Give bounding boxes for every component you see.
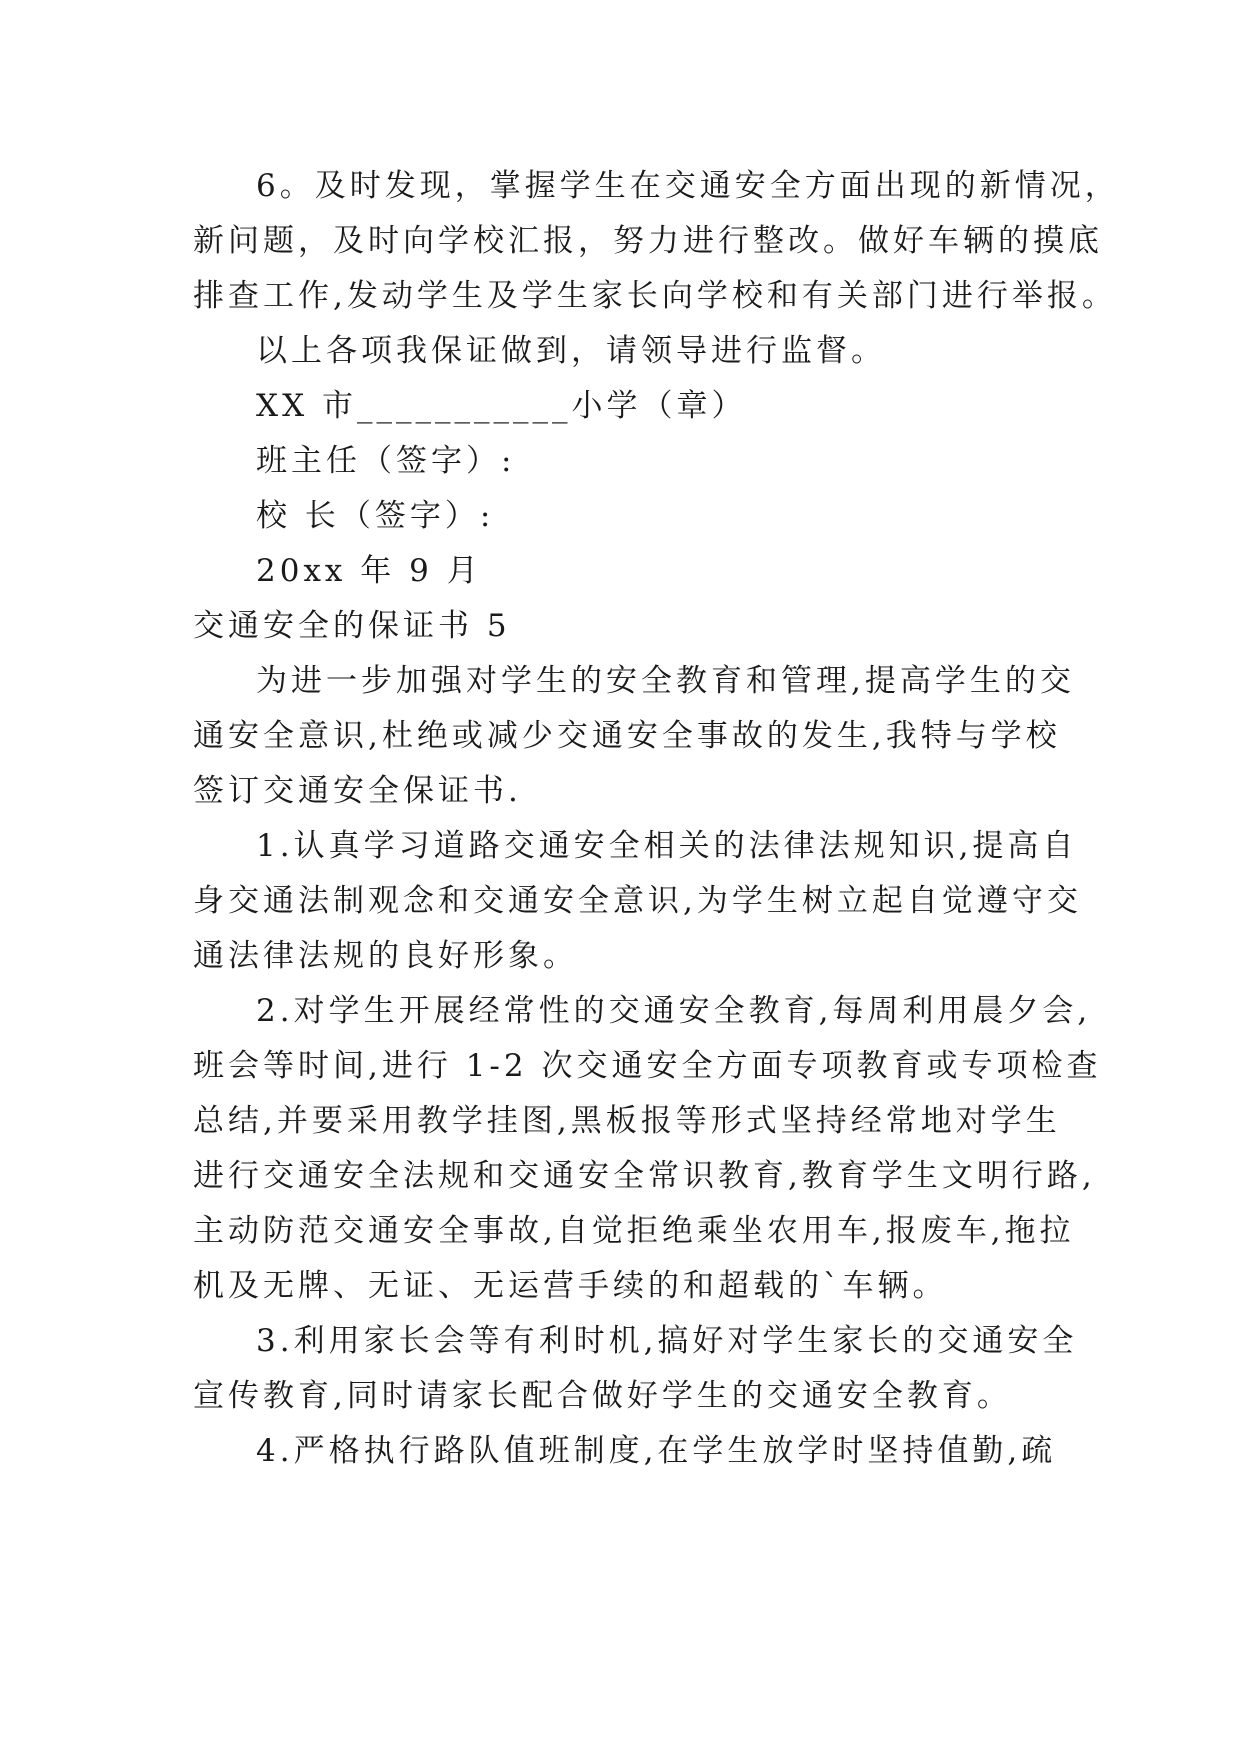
paragraph-line: 为进一步加强对学生的安全教育和管理,提高学生的交 [256,663,1075,699]
teacher-signature-line: 班主任（签字）: [256,443,516,479]
paragraph-line: 4.严格执行路队值班制度,在学生放学时坚持值勤,疏 [256,1433,1057,1469]
paragraph-line: 机及无牌、无证、无运营手续的和超载的`车辆。 [193,1268,948,1304]
paragraph-line: 1.认真学习道路交通安全相关的法律法规知识,提高自 [256,828,1078,864]
paragraph-line: 新问题，及时向学校汇报，努力进行整改。做好车辆的摸底 [193,223,1103,259]
paragraph-line: 以上各项我保证做到，请领导进行监督。 [256,333,886,369]
paragraph-line: 身交通法制观念和交通安全意识,为学生树立起自觉遵守交 [193,883,1082,919]
paragraph-line: 通法律法规的良好形象。 [193,938,578,974]
paragraph-line: 2.对学生开展经常性的交通安全教育,每周利用晨夕会, [256,993,1092,1029]
paragraph-line: 总结,并要采用教学挂图,黑板报等形式坚持经常地对学生 [193,1103,1061,1139]
principal-signature-line: 校 长（签字）: [256,498,495,534]
section-heading: 交通安全的保证书 5 [193,608,511,644]
paragraph-line: 通安全意识,杜绝或减少交通安全事故的发生,我特与学校 [193,718,1061,754]
paragraph-line: 签订交通安全保证书. [193,773,522,809]
paragraph-line: 3.利用家长会等有利时机,搞好对学生家长的交通安全 [256,1323,1078,1359]
date-line: 20xx 年 9 月 [256,553,482,589]
school-seal-line: XX 市___________小学（章） [256,388,747,424]
paragraph-line: 进行交通安全法规和交通安全常识教育,教育学生文明行路, [193,1158,1096,1194]
paragraph-line: 主动防范交通安全事故,自觉拒绝乘坐农用车,报废车,拖拉 [193,1213,1075,1249]
paragraph-line: 6。及时发现，掌握学生在交通安全方面出现的新情况， [256,168,1120,204]
paragraph-line: 宣传教育,同时请家长配合做好学生的交通安全教育。 [193,1378,1012,1414]
paragraph-line: 班会等时间,进行 1-2 次交通安全方面专项教育或专项检查 [193,1048,1102,1084]
paragraph-line: 排查工作,发动学生及学生家长向学校和有关部门进行举报。 [193,278,1117,314]
